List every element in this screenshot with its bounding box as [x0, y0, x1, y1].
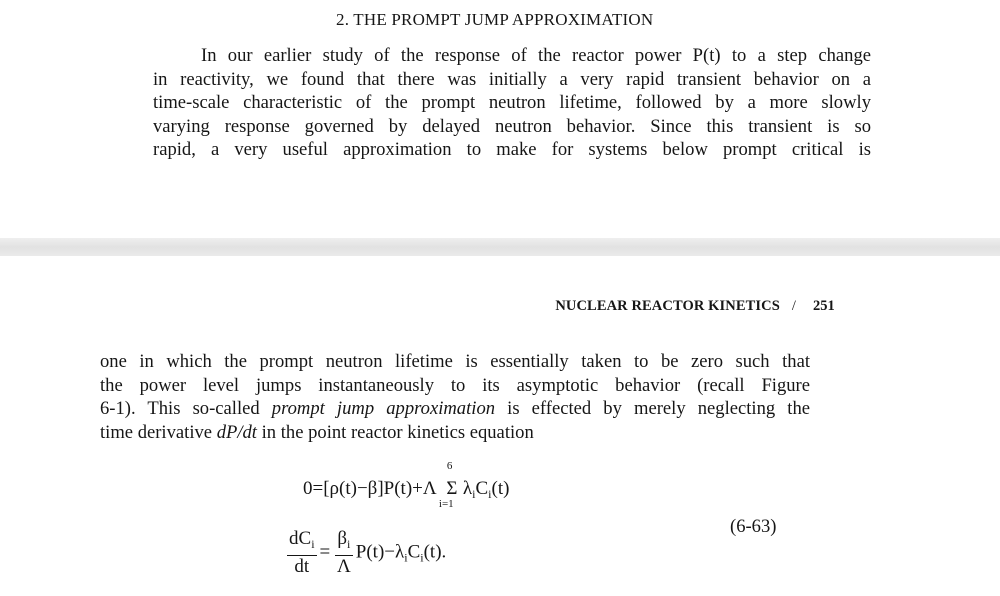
numerator-text: β	[337, 528, 348, 549]
numerator-text: dC	[289, 528, 312, 549]
line-text: in the point reactor kinetics equation	[256, 421, 534, 443]
lambda-term: λ	[462, 478, 473, 499]
equation-rhs: P(t)−λ	[355, 541, 405, 563]
time-argument: (t)	[491, 478, 510, 499]
paragraph-line: the power level jumps instantaneously to its asymptotic behavior (recall Figure	[100, 374, 810, 396]
subscript: i	[347, 537, 351, 551]
running-head-separator: /	[791, 298, 796, 314]
concentration-term: C	[475, 478, 489, 499]
subscript: i	[311, 537, 315, 551]
subscript: i	[404, 550, 408, 565]
intro-paragraph	[153, 44, 871, 162]
body-paragraph	[100, 350, 810, 444]
fraction-denominator: Λ	[337, 556, 351, 577]
inline-math: dP/dt	[216, 421, 257, 443]
summation	[438, 460, 463, 510]
sum-symbol: Σ	[446, 478, 458, 499]
precursor-equation	[287, 528, 446, 578]
fraction-numerator	[335, 528, 353, 556]
bottom-page	[0, 256, 1000, 596]
fraction-numerator	[287, 528, 317, 556]
kinetics-equation	[303, 460, 510, 510]
paragraph-line: rapid, a very useful approximation to make for systems below prompt critical is	[153, 139, 871, 160]
line-text: time derivative	[100, 421, 217, 443]
running-head	[555, 298, 810, 315]
emphasized-term: prompt jump approximation	[271, 398, 496, 419]
section-heading: 2. THE PROMPT JUMP APPROXIMATION	[336, 10, 654, 29]
derivative-fraction	[287, 528, 317, 578]
beta-fraction	[335, 528, 353, 578]
equation-number: (6-63)	[730, 516, 777, 537]
sum-upper-limit: 6	[446, 460, 453, 472]
line-text: is effected by merely neglecting the	[495, 398, 810, 419]
top-page	[0, 0, 1000, 238]
page-number: 251	[813, 298, 835, 314]
subscript: i	[472, 487, 476, 501]
fraction-denominator: dt	[294, 556, 310, 577]
paragraph-line	[100, 421, 810, 445]
paragraph-line: In our earlier study of the response of the reactor power P(t) to a step change	[201, 45, 871, 66]
equals-sign: =	[319, 541, 331, 563]
page-gap	[0, 238, 1000, 256]
subscript: i	[488, 487, 492, 501]
paragraph-line: in reactivity, we found that there was initially a very rapid transient behavior on a	[153, 68, 871, 90]
paragraph-line	[100, 397, 810, 421]
paragraph-line: one in which the prompt neutron lifetime is essentially taken to be zero such that	[100, 351, 810, 372]
time-argument: (t).	[423, 541, 447, 563]
line-text: 6-1). This so-called	[100, 398, 272, 419]
running-head-title: NUCLEAR REACTOR KINETICS	[555, 298, 780, 314]
concentration-term: C	[407, 541, 421, 563]
subscript: i	[420, 550, 424, 565]
equation-lhs: 0=[ρ(t)−β]P(t)+Λ	[303, 478, 437, 499]
paragraph-line: time-scale characteristic of the prompt neutron lifetime, followed by a more slowly	[153, 92, 871, 113]
paragraph-line: varying response governed by delayed neutron behavior. Since this transient is so	[153, 115, 871, 137]
sum-lower-limit: i=1	[438, 498, 454, 510]
